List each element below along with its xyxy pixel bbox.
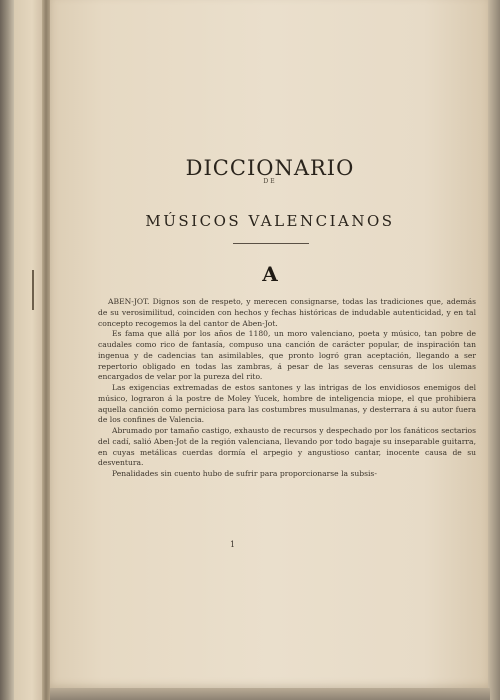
page-subtitle: MÚSICOS VALENCIANOS <box>145 212 395 230</box>
paragraph: Es fama que allá por los años de 1180, un moro valenciano, poeta y músico, tan pobre de caudales como rico de fantasía, compuso una canción de carácter popular, de inspiración tan ingenua y de cadencias tan asimilables, que pronto logró gran aceptación, llegando a ser repertorio obligado en todas las zambras, á pesar de las severas censuras de los ulemas encargados de velar por la pureza del rito. <box>98 329 476 382</box>
previous-page-edge <box>14 0 44 700</box>
paragraph: Abrumado por tamaño castigo, exhausto de recursos y despechado por los fanáticos sectarios del cadí, salió Aben-Jot de la región valenciana, llevando por todo bagaje su inseparable guitarra, en cuyas metálicas cuerdas dormía el arpegio y angustioso cantar, inocente causa de su desventura. <box>98 426 476 468</box>
paragraph: Las exigencias extremadas de estos santones y las intrigas de los envidiosos enemigos del músico, lograron á la postre de Moley Yucek, hombre de inteligencia miope, el que prohibiera aquella canción como perniciosa para las costumbres musulmanas, y desterrara á su autor fuera de los confines de Valencia. <box>98 383 476 425</box>
binding-edge <box>0 0 14 700</box>
entry-body <box>98 297 476 480</box>
title-connector: DE <box>263 178 277 185</box>
paragraph: ABEN-JOT. Dignos son de respeto, y merecen consignarse, todas las tradiciones que, además de su verosimilitud, coinciden con hechos y fechas históricas de indudable autenticidad, y en tal concepto recogemos la del cantor de Aben-Jot. <box>98 297 476 328</box>
page-bottom-edge <box>50 688 490 700</box>
page-number: 1 <box>230 540 236 549</box>
page-edge-shadow <box>488 0 500 700</box>
paragraph: Penalidades sin cuento hubo de sufrir para proporcionarse la subsis- <box>112 469 377 478</box>
title-divider <box>233 243 309 244</box>
section-letter: A <box>262 262 278 286</box>
binding-mark <box>32 270 34 310</box>
page-title: DICCIONARIO <box>185 156 355 180</box>
